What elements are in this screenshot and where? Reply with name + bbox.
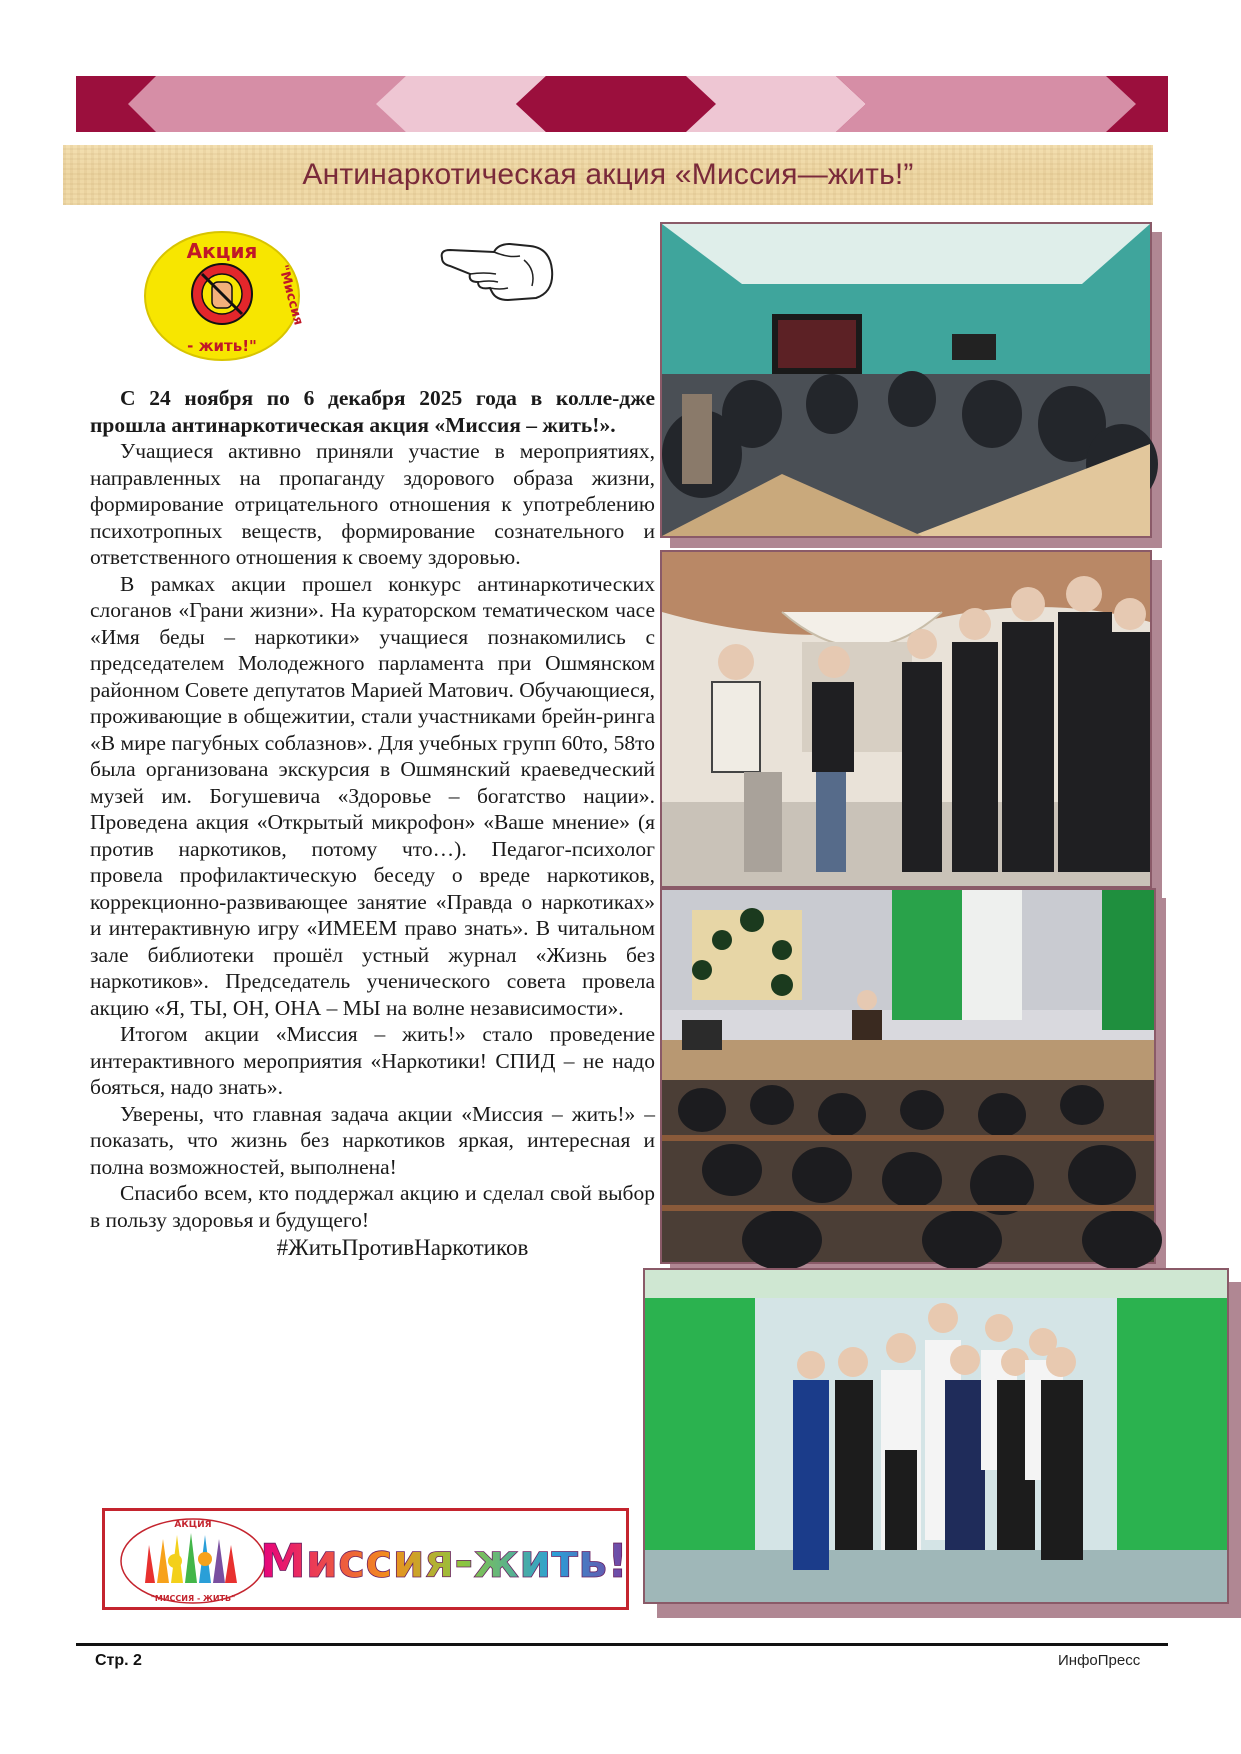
mission-banner-text: Миссия-жить! <box>260 1534 629 1588</box>
logo-bottom-text: - жить!" <box>187 337 257 355</box>
ring-bottom-text: "МИССИЯ - ЖИТЬ" <box>150 1594 236 1603</box>
page-title: Антинаркотическая акция «Миссия—жить!” <box>302 158 914 191</box>
article-paragraph: В рамках акции прошел конкурс антинаркотических слоганов «Грани жизни». На кураторском тематическом часе «Имя беды – наркотики» учащиеся познакомились с председателем Молодежного парламента при Ошмянском районном Совете депутатов Марией Матович. Обучающиеся, проживающие в общежитии, стали участниками брейн-ринга «В мире пагубных соблазнов». Для учебных групп 60то, 58то была организована экскурсия в Ошмянский краеведческий музей им. Богушевича «Здоровье – богатство нации». Проведена акция «Открытый микрофон» «Ваше мнение» (я против наркотиков, потому что…). Педагог-психолог провела профилактическую беседу о вреде наркотиков, коррекционно-развивающее занятие «Правда о наркотиках» и интерактивную игру «ИМЕЕМ право знать». В читальном зале библиотеки прошёл устный журнал «Жизнь без наркотиков». Председатель ученического совета провела акцию «Я, ТЫ, ОН, ОНА – МЫ на волне независимости». <box>90 571 655 1020</box>
ring-top-text: АКЦИЯ <box>174 1520 212 1530</box>
article-lead: С 24 ноября по 6 декабря 2025 года в колле-дже прошла антинаркотическая акция «Миссия – жить!». <box>90 386 655 437</box>
hashtag: #ЖитьПротивНаркотиков <box>276 1235 529 1260</box>
top-decorative-banner <box>76 76 1168 132</box>
article-paragraph: Итогом акции «Миссия – жить!» стало проведение интерактивного мероприятия «Наркотики! СПИД – не надо бояться, надо знать». <box>90 1022 655 1099</box>
publication-name: ИнфоПресс <box>1058 1652 1141 1669</box>
logo-right-text: "Миссия <box>275 263 306 327</box>
action-logo <box>142 230 306 362</box>
article-paragraph: Спасибо всем, кто поддержал акцию и сделал свой выбор в пользу здоровья и будущего! <box>90 1181 655 1232</box>
article-paragraph: Учащиеся активно приняли участие в мероприятиях, направленных на пропаганду здорового образа жизни, формирование отрицательного отношения к употреблению психотропных веществ, формирование сознательного и ответственного отношения к своему здоровью. <box>90 439 655 569</box>
article-body <box>90 385 655 1262</box>
page-number: Стр. 2 <box>95 1652 142 1669</box>
title-band <box>63 145 1153 205</box>
article-paragraph: Уверены, что главная задача акции «Миссия – жить!» – показать, что жизнь без наркотиков яркая, интересная и полна возможностей, выполнена! <box>90 1101 655 1179</box>
footer-rule <box>76 1643 1168 1646</box>
logo-top-text: Акция <box>186 239 258 263</box>
mission-banner <box>102 1508 629 1610</box>
pointing-hand-icon <box>438 236 558 310</box>
